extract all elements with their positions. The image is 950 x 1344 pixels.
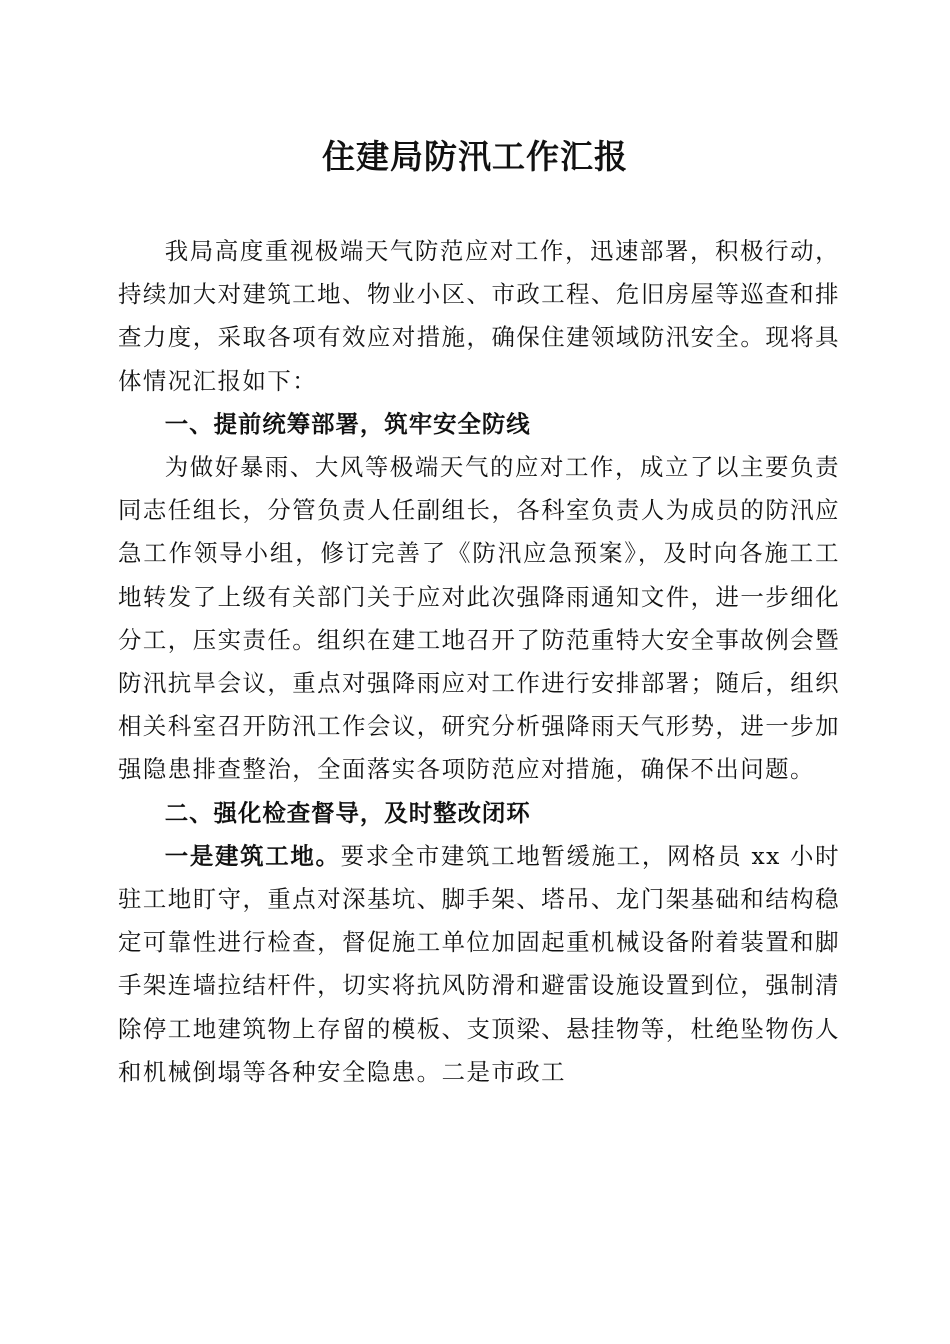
section-2-paragraph: [118, 835, 840, 1094]
section-1-heading: 一、提前统筹部署，筑牢安全防线: [164, 409, 531, 438]
section-2-lead: 一是建筑工地。: [164, 841, 341, 870]
intro-paragraph: 我局高度重视极端天气防范应对工作，迅速部署，积极行动，持续加大对建筑工地、物业小区、市政工程、危旧房屋等巡查和排查力度，采取各项有效应对措施，确保住建领域防汛安全。现将具体情况汇报如下：: [118, 237, 840, 395]
page-title: 住建局防汛工作汇报: [322, 137, 628, 176]
section-1-paragraph: 为做好暴雨、大风等极端天气的应对工作，成立了以主要负责同志任组长，分管负责人任副组长，各科室负责人为成员的防汛应急工作领导小组，修订完善了《防汛应急预案》，及时向各施工工地转发了上级有关部门关于应对此次强降雨通知文件，进一步细化分工，压实责任。组织在建工地召开了防范重特大安全事故例会暨防汛抗旱会议，重点对强降雨应对工作进行安排部署；随后，组织相关科室召开防汛工作会议，研究分析强降雨天气形势，进一步加强隐患排查整治，全面落实各项防范应对措施，确保不出问题。: [118, 453, 840, 784]
section-2-body: 要求全市建筑工地暂缓施工，网格员 xx 小时驻工地盯守，重点对深基坑、脚手架、塔吊、龙门架基础和结构稳定可靠性进行检查，督促施工单位加固起重机械设备附着装置和脚手架连墙拉结杆件，切实将抗风防滑和避雷设施设置到位，强制清除停工地建筑物上存留的模板、支顶梁、悬挂物等，杜绝坠物伤人和机械倒塌等各种安全隐患。二是市政工: [118, 841, 840, 1086]
section-2-heading: 二、强化检查督导，及时整改闭环: [164, 798, 531, 827]
document-body: [118, 230, 840, 1094]
